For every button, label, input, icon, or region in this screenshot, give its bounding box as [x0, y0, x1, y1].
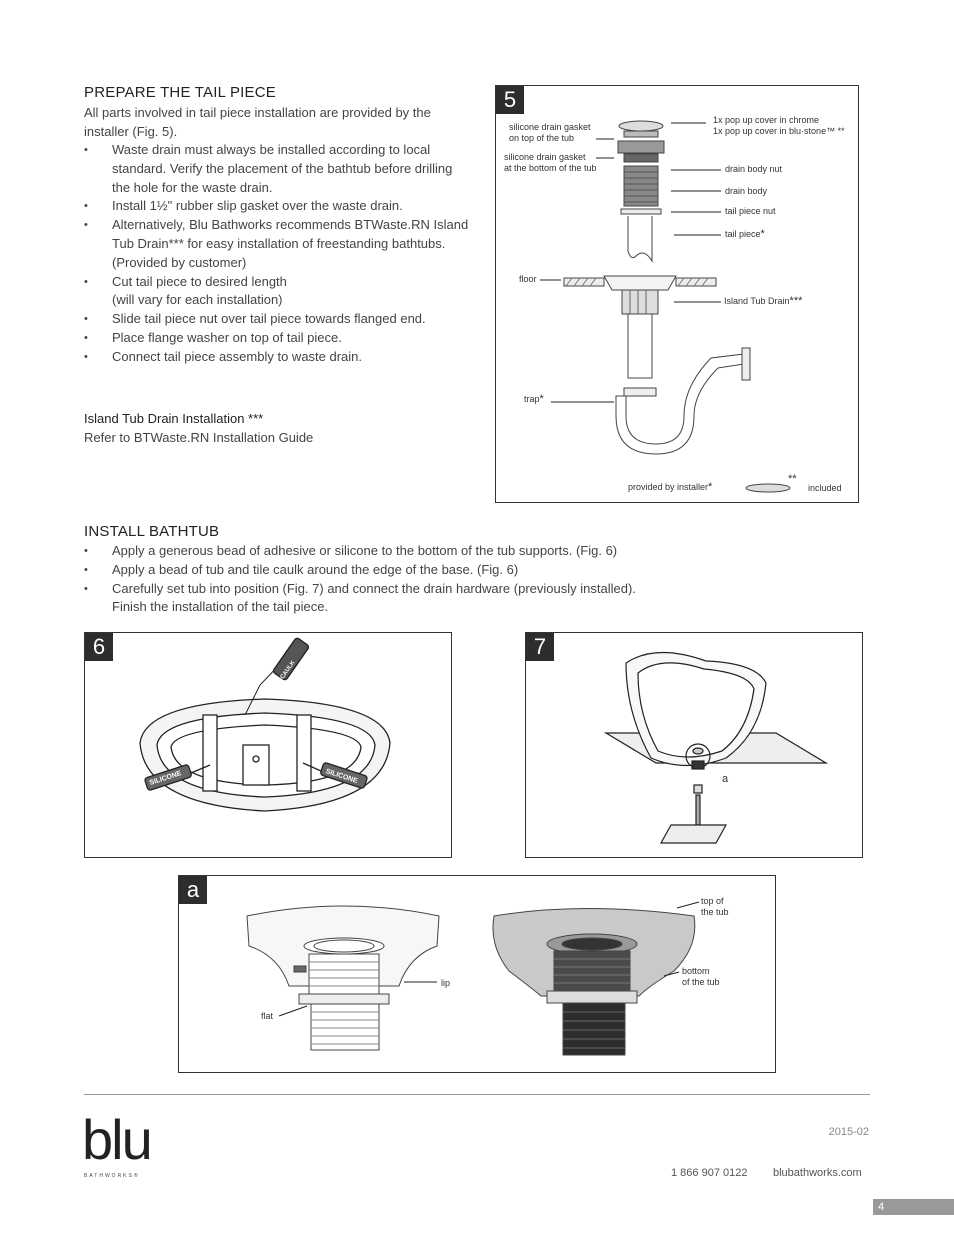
label-gasket-top: silicone drain gasket on top of the tub — [509, 122, 591, 143]
section-heading-install: INSTALL BATHTUB — [84, 523, 220, 540]
list-item: • Connect tail piece assembly to waste drain. — [84, 348, 474, 367]
label-tail-piece-nut: tail piece nut — [725, 206, 776, 216]
list-item: • Carefully set tub into position (Fig. 7) and connect the drain hardware (previously installed). Finish the installation of the tail piece. — [84, 580, 672, 618]
label-drain-body-nut: drain body nut — [725, 164, 783, 174]
list-item: • Alternatively, Blu Bathworks recommends BTWaste.RN Island Tub Drain*** for easy installation of freestanding bathtubs. (Provided by customer) — [84, 216, 474, 272]
list-item: • Install 1½" rubber slip gasket over the waste drain. — [84, 197, 474, 216]
label-tail-piece: tail piece* — [725, 228, 765, 240]
label-drain-body: drain body — [725, 186, 768, 196]
list-item: • Waste drain must always be installed according to local standard. Verify the placement of the bathtub before drilling the hole for the waste drain. — [84, 141, 474, 197]
phone-number: 1 866 907 0122 — [671, 1167, 748, 1179]
label-bottom-of-tub: bottom of the tub — [682, 966, 720, 987]
label-silicone-left: SILICONE — [148, 770, 183, 787]
label-caulk: CAULK — [279, 659, 297, 681]
list-item: • Apply a generous bead of adhesive or silicone to the bottom of the tub supports. (Fig. 6) — [84, 542, 704, 561]
drain-assembly-diagram — [496, 86, 858, 502]
figure-7 — [525, 632, 863, 858]
label-provided: provided by installer* — [628, 481, 713, 493]
prepare-bullet-list — [84, 141, 474, 367]
install-bullet-list — [84, 542, 704, 617]
list-item: • Place flange washer on top of tail piece. — [84, 329, 474, 348]
note-title: Island Tub Drain Installation *** — [84, 411, 264, 426]
tub-bottom-diagram — [85, 633, 451, 857]
label-cover: 1x pop up cover in chrome 1x pop up cover in blu·stone™ ** — [713, 115, 845, 136]
list-item: • Slide tail piece nut over tail piece towards flanged end. — [84, 310, 474, 329]
figure-number: a — [179, 876, 207, 904]
figure-6 — [84, 632, 452, 858]
prepare-intro: All parts involved in tail piece installation are provided by the installer (Fig. 5). — [84, 105, 431, 139]
label-gasket-bottom: silicone drain gasket at the bottom of the tub — [504, 152, 597, 173]
list-item: • Apply a bead of tub and tile caulk around the edge of the base. (Fig. 6) — [84, 561, 704, 580]
figure-number: 7 — [526, 633, 554, 661]
label-island-drain: Island Tub Drain*** — [724, 295, 803, 307]
label-trap: trap* — [524, 393, 544, 405]
label-silicone-right: SILICONE — [324, 768, 359, 785]
note-text: Refer to BTWaste.RN Installation Guide — [84, 430, 314, 445]
document-date: 2015-02 — [828, 1126, 869, 1138]
label-included: included — [808, 483, 842, 493]
page-number: 4 — [873, 1199, 954, 1215]
label-lip: lip — [441, 978, 451, 988]
section-heading-prepare: PREPARE THE TAIL PIECE — [84, 84, 276, 101]
label-included-stars: ** — [788, 473, 797, 485]
brand-logo-sub: BATHWORKS® — [84, 1173, 140, 1179]
figure-5 — [495, 85, 859, 503]
brand-logo: blu — [82, 1108, 151, 1171]
label-floor: floor — [519, 274, 537, 284]
website-link[interactable]: blubathworks.com — [773, 1167, 862, 1179]
figure-a — [178, 875, 776, 1073]
footer-divider — [84, 1094, 870, 1095]
figure-number: 6 — [85, 633, 113, 661]
label-detail-a: a — [722, 773, 729, 785]
figure-number: 5 — [496, 86, 524, 114]
tub-placement-diagram — [526, 633, 862, 857]
label-top-of-tub: top of the tub — [701, 896, 729, 917]
list-item-continuation: (will vary for each installation) — [112, 292, 283, 308]
label-flat: flat — [261, 1011, 274, 1021]
list-item: • Cut tail piece to desired length — [84, 273, 474, 292]
